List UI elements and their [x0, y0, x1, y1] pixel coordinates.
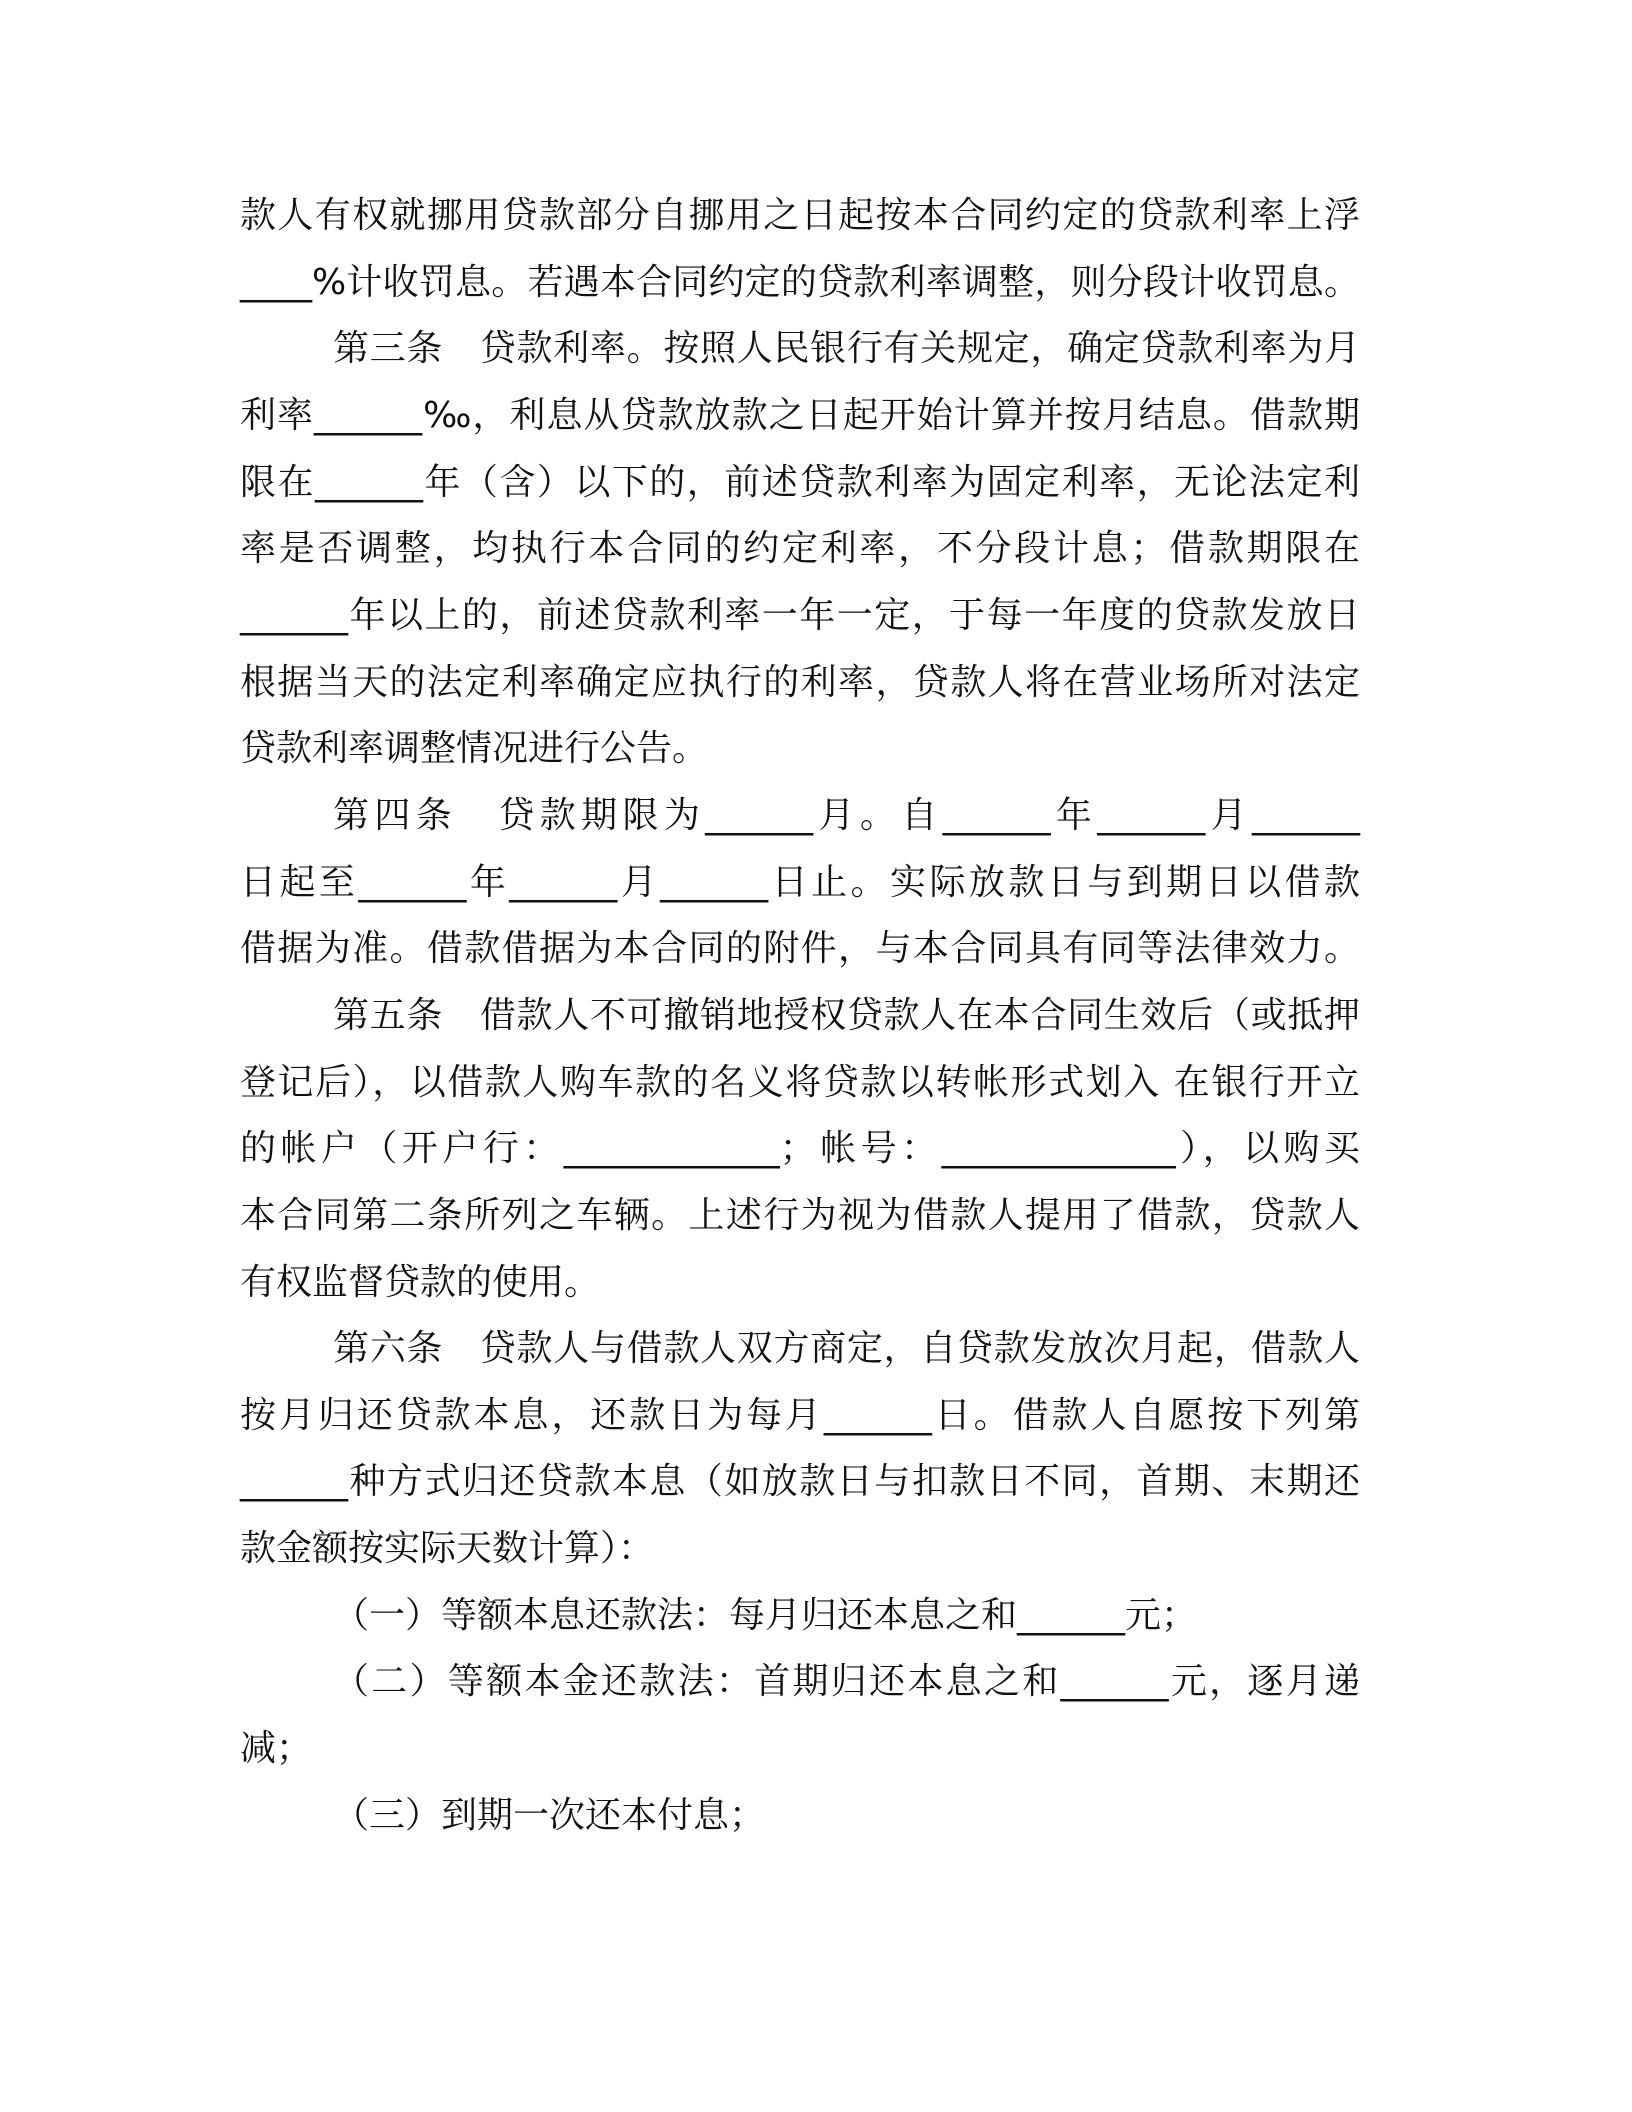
- text-line: （一）等额本息还款法：每月归还本息之和______元；: [333, 1594, 1198, 1636]
- text-line: ______年以上的，前述贷款利率一年一定，于每一年度的贷款发放日: [240, 594, 1360, 636]
- text-line: 第五条 借款人不可撤销地授权贷款人在本合同生效后（或抵押: [333, 994, 1360, 1036]
- repayment-option-2: [240, 1649, 1360, 1782]
- text-line: 日起至______年______月______日止。实际放款日与到期日以借款: [240, 861, 1360, 903]
- text-line: 登记后），以借款人购车款的名义将贷款以转帐形式划入 在银行开立: [240, 1061, 1360, 1103]
- text-line: ______种方式归还贷款本息（如放款日与扣款日不同，首期、末期还: [240, 1461, 1360, 1503]
- paragraph-continuation: [240, 183, 1360, 316]
- document-body: [240, 183, 1360, 1849]
- text-line: 款人有权就挪用贷款部分自挪用之日起按本合同约定的贷款利率上浮: [240, 195, 1360, 236]
- text-line: 限在______年（含）以下的，前述贷款利率为固定利率，无论法定利: [240, 461, 1360, 503]
- text-line: 有权监督贷款的使用。: [240, 1261, 601, 1303]
- text-line: 减；: [240, 1728, 313, 1770]
- text-line: 利率______‰，利息从贷款放款之日起开始计算并按月结息。借款期: [240, 394, 1360, 436]
- text-line: 率是否调整，均执行本合同的约定利率，不分段计息；借款期限在: [240, 528, 1360, 570]
- paragraph-article-6: [240, 1316, 1360, 1583]
- text-line: 借据为准。借款借据为本合同的附件，与本合同具有同等法律效力。: [240, 928, 1360, 970]
- text-line: （三）到期一次还本付息；: [333, 1794, 766, 1836]
- text-line: 第六条 贷款人与借款人双方商定，自贷款发放次月起，借款人: [333, 1328, 1360, 1370]
- text-line: 贷款利率调整情况进行公告。: [240, 728, 709, 770]
- text-line: 款金额按实际天数计算）：: [240, 1528, 655, 1570]
- text-line: 的帐户（开户行：____________；帐号：_____________），以购买: [240, 1128, 1360, 1170]
- text-line: 按月归还贷款本息，还款日为每月______日。借款人自愿按下列第: [240, 1394, 1360, 1436]
- text-line: 根据当天的法定利率确定应执行的利率，贷款人将在营业场所对法定: [240, 661, 1360, 703]
- repayment-option-1: [240, 1583, 1360, 1650]
- text-line: 第四条 贷款期限为______月。自______年______月______: [333, 794, 1360, 836]
- paragraph-article-5: [240, 983, 1360, 1316]
- paragraph-article-3: [240, 316, 1360, 783]
- paragraph-article-4: [240, 783, 1360, 983]
- text-line: ____%计收罚息。若遇本合同约定的贷款利率调整，则分段计收罚息。: [240, 261, 1360, 303]
- text-line: 本合同第二条所列之车辆。上述行为视为借款人提用了借款，贷款人: [240, 1194, 1360, 1236]
- repayment-option-3: [240, 1783, 1360, 1850]
- text-line: （二）等额本金还款法：首期归还本息之和______元，逐月递: [333, 1661, 1360, 1703]
- text-line: 第三条 贷款利率。按照人民银行有关规定，确定贷款利率为月: [333, 328, 1360, 370]
